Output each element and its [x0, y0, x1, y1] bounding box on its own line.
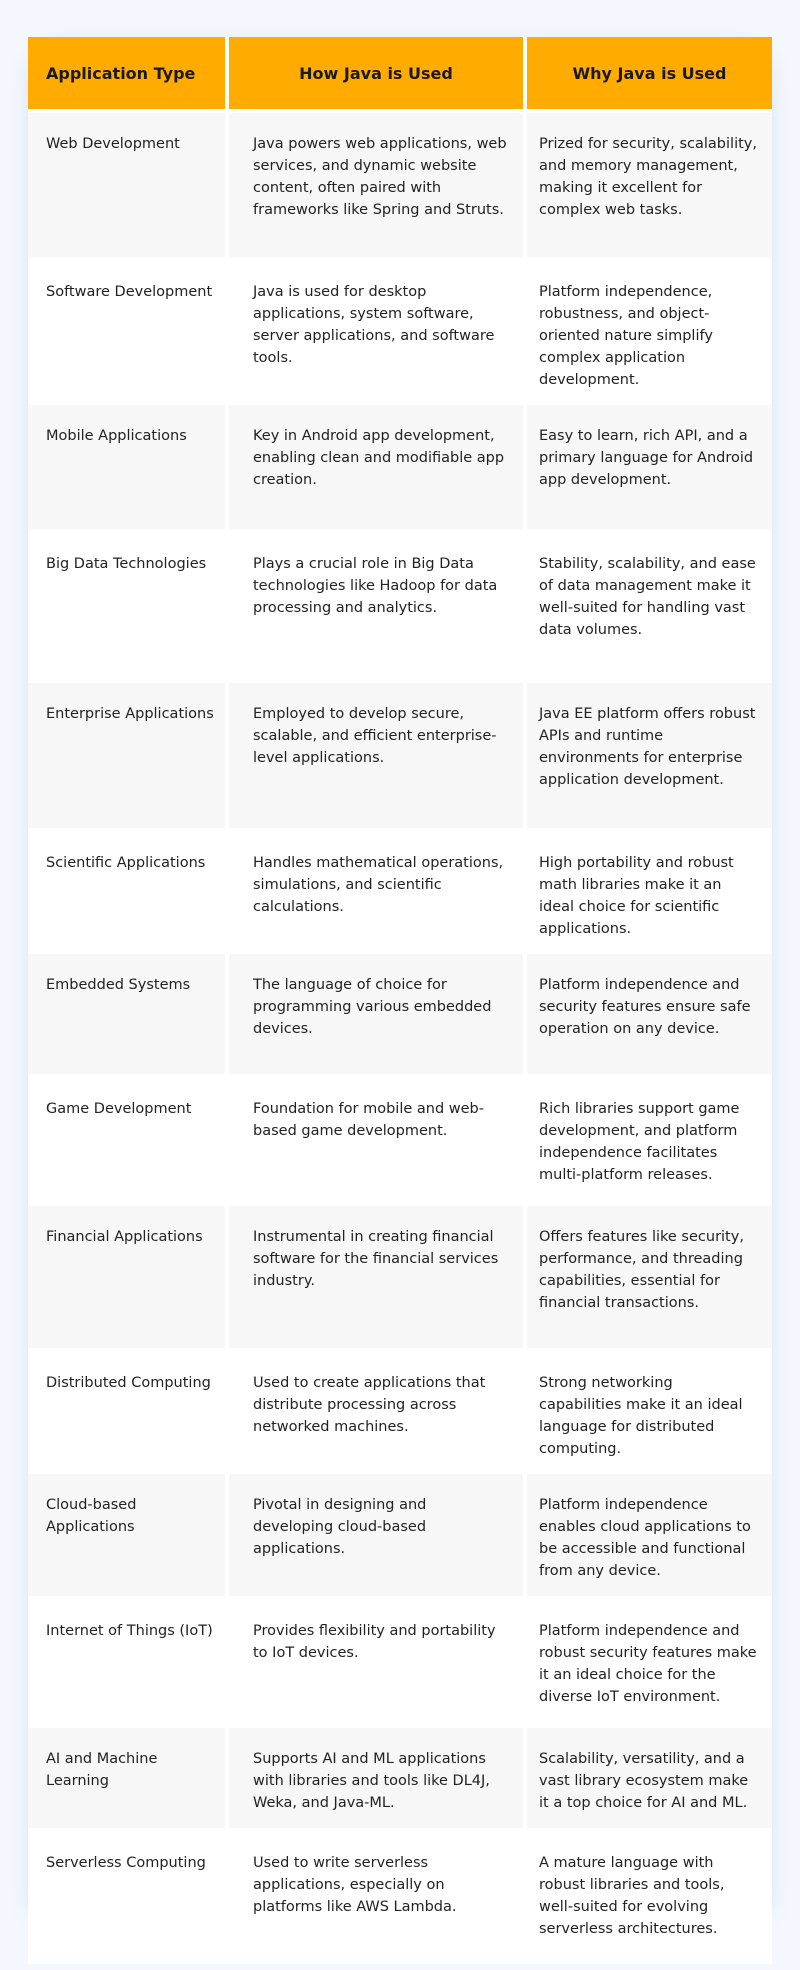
application-type-cell: Serverless Computing — [28, 1828, 225, 1964]
how-java-is-used-cell: Employed to develop secure, scalable, and efficient enterprise-level applications. — [225, 679, 523, 828]
how-java-is-used-cell: Used to create applications that distribute processing across networked machines. — [225, 1348, 523, 1470]
table-row — [28, 950, 772, 1074]
table-row — [28, 1470, 772, 1596]
table-row — [28, 828, 772, 950]
application-type-cell: Embedded Systems — [28, 950, 225, 1074]
table-body — [28, 109, 772, 1964]
how-java-is-used-cell: Foundation for mobile and web-based game development. — [225, 1074, 523, 1202]
why-java-is-used-cell: Scalability, versatility, and a vast library ecosystem make it a top choice for AI and ML. — [523, 1724, 772, 1828]
table-row — [28, 257, 772, 401]
java-uses-table — [28, 37, 772, 1964]
header-how-java-is-used: How Java is Used — [225, 37, 523, 109]
application-type-cell: Web Development — [28, 109, 225, 257]
how-java-is-used-cell: Key in Android app development, enabling clean and modifiable app creation. — [225, 401, 523, 529]
how-java-is-used-cell: Used to write serverless applications, especially on platforms like AWS Lambda. — [225, 1828, 523, 1964]
why-java-is-used-cell: Strong networking capabilities make it an ideal language for distributed computing. — [523, 1348, 772, 1470]
why-java-is-used-cell: Easy to learn, rich API, and a primary language for Android app development. — [523, 401, 772, 529]
why-java-is-used-cell: A mature language with robust libraries and tools, well-suited for evolving serverless architectures. — [523, 1828, 772, 1964]
table-row — [28, 1202, 772, 1348]
why-java-is-used-cell: Platform independence and robust security features make it an ideal choice for the diverse IoT environment. — [523, 1596, 772, 1724]
why-java-is-used-cell: Stability, scalability, and ease of data management make it well-suited for handling vast data volumes. — [523, 529, 772, 679]
application-type-cell: Game Development — [28, 1074, 225, 1202]
application-type-cell: Mobile Applications — [28, 401, 225, 529]
table-row — [28, 679, 772, 828]
application-type-cell: Big Data Technologies — [28, 529, 225, 679]
table-header — [28, 37, 772, 109]
how-java-is-used-cell: Instrumental in creating financial software for the financial services industry. — [225, 1202, 523, 1348]
table-row — [28, 1074, 772, 1202]
application-type-cell: Financial Applications — [28, 1202, 225, 1348]
application-type-cell: Distributed Computing — [28, 1348, 225, 1470]
application-type-cell: Software Development — [28, 257, 225, 401]
why-java-is-used-cell: Java EE platform offers robust APIs and runtime environments for enterprise application development. — [523, 679, 772, 828]
how-java-is-used-cell: Supports AI and ML applications with libraries and tools like DL4J, Weka, and Java-ML. — [225, 1724, 523, 1828]
why-java-is-used-cell: Platform independence, robustness, and object-oriented nature simplify complex application development. — [523, 257, 772, 401]
why-java-is-used-cell: Platform independence and security features ensure safe operation on any device. — [523, 950, 772, 1074]
why-java-is-used-cell: Platform independence enables cloud applications to be accessible and functional from any device. — [523, 1470, 772, 1596]
table-row — [28, 401, 772, 529]
how-java-is-used-cell: Provides flexibility and portability to IoT devices. — [225, 1596, 523, 1724]
table-row — [28, 1596, 772, 1724]
table-row — [28, 109, 772, 257]
table-row — [28, 529, 772, 679]
application-type-cell: Scientific Applications — [28, 828, 225, 950]
how-java-is-used-cell: Pivotal in designing and developing cloud-based applications. — [225, 1470, 523, 1596]
header-application-type: Application Type — [28, 37, 225, 109]
table-row — [28, 1828, 772, 1964]
why-java-is-used-cell: Rich libraries support game development, and platform independence facilitates multi-platform releases. — [523, 1074, 772, 1202]
how-java-is-used-cell: Java is used for desktop applications, system software, server applications, and software tools. — [225, 257, 523, 401]
how-java-is-used-cell: Handles mathematical operations, simulations, and scientific calculations. — [225, 828, 523, 950]
how-java-is-used-cell: Plays a crucial role in Big Data technologies like Hadoop for data processing and analytics. — [225, 529, 523, 679]
how-java-is-used-cell: The language of choice for programming various embedded devices. — [225, 950, 523, 1074]
table-row — [28, 1348, 772, 1470]
java-uses-table-card — [28, 37, 772, 1937]
why-java-is-used-cell: Offers features like security, performance, and threading capabilities, essential for financial transactions. — [523, 1202, 772, 1348]
application-type-cell: Enterprise Applications — [28, 679, 225, 828]
header-why-java-is-used: Why Java is Used — [523, 37, 772, 109]
how-java-is-used-cell: Java powers web applications, web services, and dynamic website content, often paired with frameworks like Spring and Struts. — [225, 109, 523, 257]
application-type-cell: Internet of Things (IoT) — [28, 1596, 225, 1724]
application-type-cell: Cloud-based Applications — [28, 1470, 225, 1596]
table-row — [28, 1724, 772, 1828]
why-java-is-used-cell: Prized for security, scalability, and memory management, making it excellent for complex web tasks. — [523, 109, 772, 257]
application-type-cell: AI and Machine Learning — [28, 1724, 225, 1828]
why-java-is-used-cell: High portability and robust math libraries make it an ideal choice for scientific applications. — [523, 828, 772, 950]
header-row — [28, 37, 772, 109]
